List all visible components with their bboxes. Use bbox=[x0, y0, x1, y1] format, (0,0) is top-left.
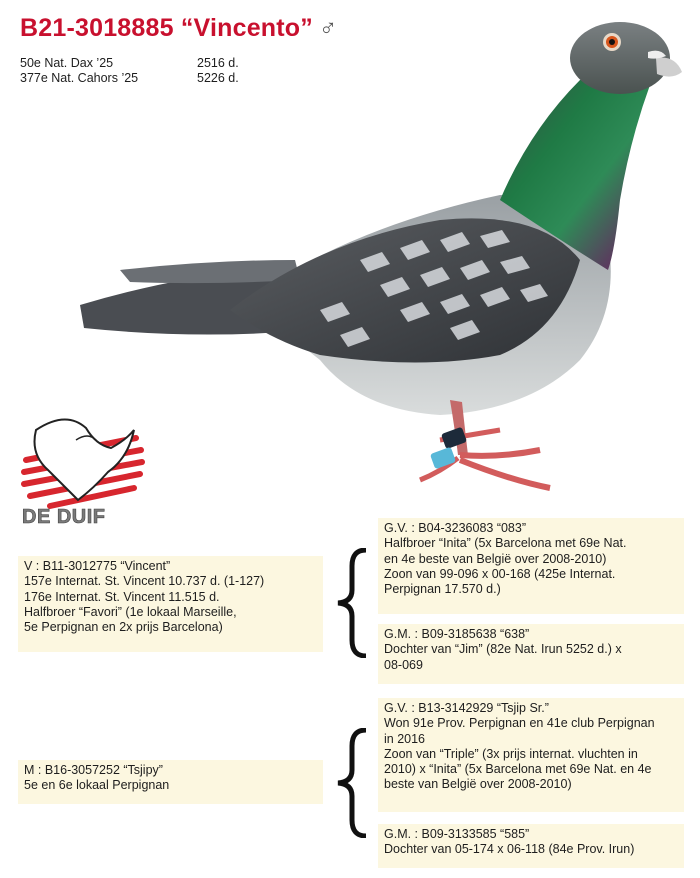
dam-line: 5e en 6e lokaal Perpignan bbox=[24, 778, 170, 793]
dam-grandfather-line: beste van België over 2008-2010) bbox=[384, 777, 572, 792]
sire-grandfather-line: Perpignan 17.570 d.) bbox=[384, 582, 501, 597]
dam-grandmother-box bbox=[378, 824, 684, 868]
sire-line: 176e Internat. St. Vincent 11.515 d. bbox=[24, 589, 220, 604]
dam-grandfather-box bbox=[378, 698, 684, 812]
ring-and-name: B21-3018885 “Vincento” bbox=[20, 14, 313, 42]
sire-grandfather-line: Zoon van 99-096 x 00-168 (425e Internat. bbox=[384, 566, 616, 581]
dam-line: M : B16-3057252 “Tsjipy” bbox=[24, 763, 163, 777]
sire-brace bbox=[334, 548, 370, 658]
sire-line: Halfbroer “Favori” (1e lokaal Marseille, bbox=[24, 604, 237, 619]
dam-grandfather-line: in 2016 bbox=[384, 731, 426, 746]
dam-grandfather-line: G.V. : B13-3142929 “Tsjip Sr.” bbox=[384, 701, 549, 715]
sire-grandmother-line: 08-069 bbox=[384, 657, 423, 672]
dam-grandfather-line: Won 91e Prov. Perpignan en 41e club Perpignan bbox=[384, 716, 655, 731]
dam-grandfather-line: Zoon van “Triple” (3x prijs internat. vluchten in bbox=[384, 746, 638, 761]
sire-grandfather-line: Halfbroer “Inita” (5x Barcelona met 69e Nat. bbox=[384, 536, 627, 551]
result-birds: 2516 d. bbox=[197, 56, 239, 70]
male-sex-symbol: ♂ bbox=[318, 15, 338, 42]
dam-grandmother-line: G.M. : B09-3133585 “585” bbox=[384, 827, 530, 841]
sire-grandmother-line: G.M. : B09-3185638 “638” bbox=[384, 627, 530, 641]
sire-line: V : B11-3012775 “Vincent” bbox=[24, 559, 171, 573]
dam-grandmother-line: Dochter van 05-174 x 06-118 (84e Prov. Irun) bbox=[384, 842, 635, 857]
sire-line: 157e Internat. St. Vincent 10.737 d. (1-127) bbox=[24, 574, 265, 589]
result-race: 377e Nat. Cahors ’25 bbox=[20, 71, 139, 85]
result-race: 50e Nat. Dax ’25 bbox=[20, 56, 114, 70]
dam-grandfather-line: 2010) x “Inita” (5x Barcelona met 69e Nat. en 4e bbox=[384, 762, 652, 777]
sire-grandfather-box bbox=[378, 518, 684, 614]
logo-text: DE DUIF bbox=[22, 506, 106, 528]
dam-info-box bbox=[18, 760, 323, 804]
result-birds: 5226 d. bbox=[197, 71, 239, 85]
dam-brace bbox=[334, 728, 370, 838]
pigeon-photo bbox=[60, 10, 690, 510]
sire-grandfather-line: en 4e beste van België over 2008-2010) bbox=[384, 551, 607, 566]
sire-grandmother-box bbox=[378, 624, 684, 684]
sire-info-box bbox=[18, 556, 323, 652]
sire-grandmother-line: Dochter van “Jim” (82e Nat. Irun 5252 d.) x bbox=[384, 642, 622, 657]
sire-line: 5e Perpignan en 2x prijs Barcelona) bbox=[24, 620, 223, 635]
sire-grandfather-line: G.V. : B04-3236083 “083” bbox=[384, 521, 526, 535]
